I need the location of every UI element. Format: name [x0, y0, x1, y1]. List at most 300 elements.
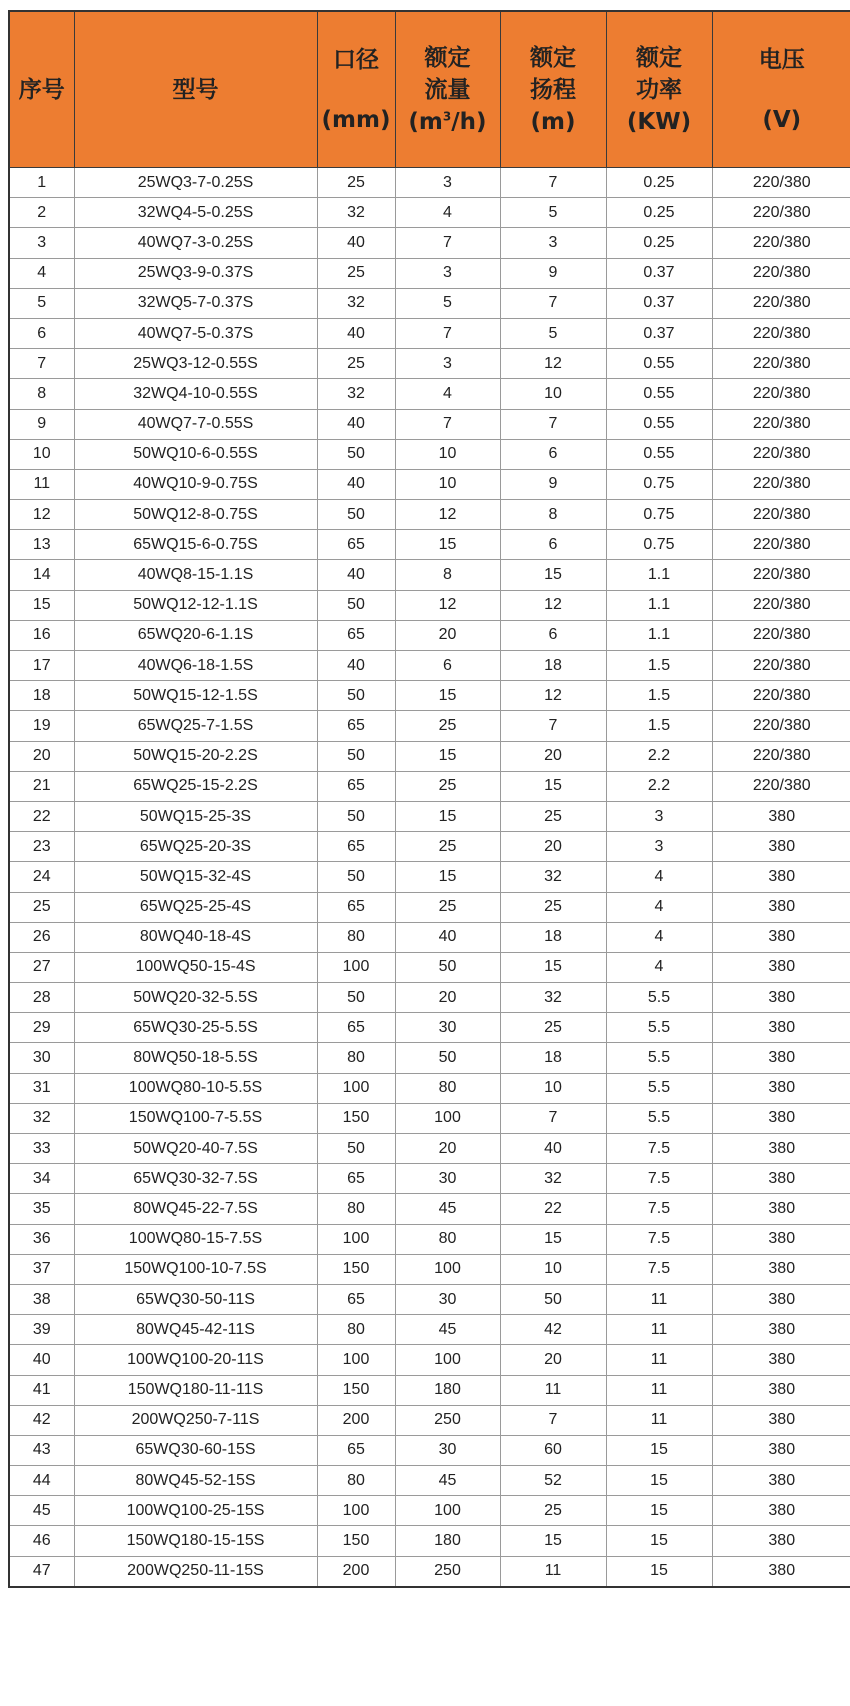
flow-cell: 10	[395, 439, 500, 469]
power-cell: 7.5	[606, 1224, 712, 1254]
head-cell: 52	[500, 1466, 606, 1496]
power-cell: 0.75	[606, 530, 712, 560]
seq-cell: 35	[9, 1194, 74, 1224]
voltage-cell: 220/380	[712, 469, 850, 499]
seq-cell: 15	[9, 590, 74, 620]
flow-cell: 100	[395, 1103, 500, 1133]
power-cell: 2.2	[606, 771, 712, 801]
caliber-cell: 65	[317, 892, 395, 922]
model-cell: 100WQ100-20-11S	[74, 1345, 317, 1375]
head-cell: 6	[500, 439, 606, 469]
model-cell: 150WQ180-15-15S	[74, 1526, 317, 1556]
power-cell: 7.5	[606, 1134, 712, 1164]
table-row	[9, 1466, 850, 1496]
head-cell: 11	[500, 1556, 606, 1587]
head-cell: 15	[500, 1526, 606, 1556]
table-row	[9, 409, 850, 439]
power-cell: 1.5	[606, 651, 712, 681]
seq-cell: 19	[9, 711, 74, 741]
model-cell: 100WQ80-15-7.5S	[74, 1224, 317, 1254]
voltage-cell: 380	[712, 1526, 850, 1556]
power-cell: 0.37	[606, 288, 712, 318]
model-cell: 150WQ100-10-7.5S	[74, 1254, 317, 1284]
seq-cell: 37	[9, 1254, 74, 1284]
voltage-cell: 220/380	[712, 318, 850, 348]
head-cell: 6	[500, 530, 606, 560]
seq-cell: 11	[9, 469, 74, 499]
header-flow-unit: $(m^3/h)$	[408, 108, 487, 135]
header-voltage	[712, 11, 850, 168]
caliber-cell: 50	[317, 681, 395, 711]
power-cell: 4	[606, 862, 712, 892]
flow-cell: 8	[395, 560, 500, 590]
table-row	[9, 1194, 850, 1224]
table-row	[9, 469, 850, 499]
table-row	[9, 1134, 850, 1164]
head-cell: 60	[500, 1435, 606, 1465]
caliber-cell: 65	[317, 620, 395, 650]
power-cell: 1.1	[606, 560, 712, 590]
power-cell: 0.55	[606, 439, 712, 469]
flow-cell: 3	[395, 168, 500, 198]
table-row	[9, 1435, 850, 1465]
head-cell: 15	[500, 952, 606, 982]
voltage-cell: 220/380	[712, 711, 850, 741]
caliber-cell: 65	[317, 530, 395, 560]
model-cell: 50WQ15-32-4S	[74, 862, 317, 892]
seq-cell: 47	[9, 1556, 74, 1587]
head-cell: 25	[500, 1013, 606, 1043]
flow-cell: 7	[395, 409, 500, 439]
voltage-cell: 380	[712, 1164, 850, 1194]
power-cell: 1.5	[606, 711, 712, 741]
model-cell: 65WQ25-7-1.5S	[74, 711, 317, 741]
table-row	[9, 168, 850, 198]
model-cell: 80WQ45-42-11S	[74, 1315, 317, 1345]
caliber-cell: 80	[317, 1315, 395, 1345]
table-row	[9, 1375, 850, 1405]
flow-cell: 6	[395, 651, 500, 681]
caliber-cell: 32	[317, 288, 395, 318]
seq-cell: 28	[9, 983, 74, 1013]
table-row	[9, 1405, 850, 1435]
flow-cell: 3	[395, 258, 500, 288]
voltage-cell: 380	[712, 892, 850, 922]
model-cell: 40WQ7-7-0.55S	[74, 409, 317, 439]
table-row	[9, 318, 850, 348]
caliber-cell: 100	[317, 1496, 395, 1526]
voltage-cell: 380	[712, 1284, 850, 1314]
power-cell: 4	[606, 922, 712, 952]
voltage-cell: 220/380	[712, 198, 850, 228]
caliber-cell: 32	[317, 198, 395, 228]
table-row	[9, 1556, 850, 1587]
caliber-cell: 50	[317, 590, 395, 620]
caliber-cell: 40	[317, 228, 395, 258]
head-cell: 15	[500, 560, 606, 590]
model-cell: 40WQ6-18-1.5S	[74, 651, 317, 681]
table-row	[9, 1043, 850, 1073]
caliber-cell: 25	[317, 349, 395, 379]
flow-cell: 25	[395, 892, 500, 922]
flow-cell: 10	[395, 469, 500, 499]
header-power-label-1: 额定	[636, 44, 682, 71]
head-cell: 18	[500, 1043, 606, 1073]
model-cell: 50WQ15-12-1.5S	[74, 681, 317, 711]
caliber-cell: 40	[317, 469, 395, 499]
table-row	[9, 952, 850, 982]
table-row	[9, 228, 850, 258]
voltage-cell: 220/380	[712, 681, 850, 711]
power-cell: 0.37	[606, 318, 712, 348]
head-cell: 7	[500, 288, 606, 318]
flow-cell: 25	[395, 771, 500, 801]
table-row	[9, 1496, 850, 1526]
caliber-cell: 65	[317, 1013, 395, 1043]
voltage-cell: 380	[712, 1405, 850, 1435]
head-cell: 12	[500, 590, 606, 620]
table-row	[9, 741, 850, 771]
seq-cell: 25	[9, 892, 74, 922]
caliber-cell: 25	[317, 258, 395, 288]
flow-cell: 12	[395, 500, 500, 530]
pump-spec-table	[8, 10, 850, 1588]
power-cell: 4	[606, 952, 712, 982]
caliber-cell: 150	[317, 1526, 395, 1556]
header-caliber-unit: (mm)	[321, 106, 391, 133]
head-cell: 32	[500, 983, 606, 1013]
model-cell: 100WQ100-25-15S	[74, 1496, 317, 1526]
voltage-cell: 220/380	[712, 560, 850, 590]
header-flow	[395, 11, 500, 168]
model-cell: 25WQ3-12-0.55S	[74, 349, 317, 379]
voltage-cell: 380	[712, 1375, 850, 1405]
head-cell: 18	[500, 922, 606, 952]
caliber-cell: 65	[317, 1284, 395, 1314]
flow-cell: 50	[395, 952, 500, 982]
seq-cell: 26	[9, 922, 74, 952]
voltage-cell: 380	[712, 1073, 850, 1103]
seq-cell: 41	[9, 1375, 74, 1405]
caliber-cell: 200	[317, 1405, 395, 1435]
model-cell: 25WQ3-9-0.37S	[74, 258, 317, 288]
seq-cell: 6	[9, 318, 74, 348]
table-row	[9, 983, 850, 1013]
seq-cell: 10	[9, 439, 74, 469]
flow-cell: 12	[395, 590, 500, 620]
power-cell: 15	[606, 1466, 712, 1496]
head-cell: 7	[500, 168, 606, 198]
model-cell: 32WQ4-5-0.25S	[74, 198, 317, 228]
model-cell: 50WQ20-32-5.5S	[74, 983, 317, 1013]
head-cell: 3	[500, 228, 606, 258]
model-cell: 50WQ12-8-0.75S	[74, 500, 317, 530]
caliber-cell: 65	[317, 771, 395, 801]
header-flow-label-1: 额定	[424, 44, 471, 71]
caliber-cell: 65	[317, 832, 395, 862]
caliber-cell: 100	[317, 1345, 395, 1375]
seq-cell: 39	[9, 1315, 74, 1345]
power-cell: 11	[606, 1375, 712, 1405]
power-cell: 5.5	[606, 1013, 712, 1043]
model-cell: 80WQ45-52-15S	[74, 1466, 317, 1496]
caliber-cell: 100	[317, 1073, 395, 1103]
caliber-cell: 50	[317, 983, 395, 1013]
head-cell: 25	[500, 1496, 606, 1526]
model-cell: 65WQ30-50-11S	[74, 1284, 317, 1314]
model-cell: 50WQ15-25-3S	[74, 801, 317, 831]
power-cell: 0.25	[606, 168, 712, 198]
model-cell: 65WQ15-6-0.75S	[74, 530, 317, 560]
header-model-label: 型号	[172, 76, 219, 103]
caliber-cell: 150	[317, 1254, 395, 1284]
flow-cell: 20	[395, 1134, 500, 1164]
flow-cell: 45	[395, 1194, 500, 1224]
head-cell: 18	[500, 651, 606, 681]
caliber-cell: 200	[317, 1556, 395, 1587]
flow-cell: 30	[395, 1284, 500, 1314]
head-cell: 10	[500, 379, 606, 409]
flow-cell: 25	[395, 832, 500, 862]
header-model	[74, 11, 317, 168]
table-row	[9, 711, 850, 741]
power-cell: 15	[606, 1435, 712, 1465]
voltage-cell: 380	[712, 922, 850, 952]
head-cell: 25	[500, 892, 606, 922]
seq-cell: 12	[9, 500, 74, 530]
model-cell: 65WQ30-25-5.5S	[74, 1013, 317, 1043]
caliber-cell: 80	[317, 1043, 395, 1073]
head-cell: 50	[500, 1284, 606, 1314]
voltage-cell: 380	[712, 1013, 850, 1043]
voltage-cell: 380	[712, 1224, 850, 1254]
caliber-cell: 150	[317, 1375, 395, 1405]
voltage-cell: 220/380	[712, 771, 850, 801]
table-row	[9, 801, 850, 831]
table-row	[9, 771, 850, 801]
head-cell: 7	[500, 1405, 606, 1435]
head-cell: 6	[500, 620, 606, 650]
flow-cell: 15	[395, 741, 500, 771]
head-cell: 8	[500, 500, 606, 530]
flow-cell: 7	[395, 318, 500, 348]
flow-cell: 180	[395, 1526, 500, 1556]
flow-cell: 5	[395, 288, 500, 318]
voltage-cell: 220/380	[712, 439, 850, 469]
head-cell: 9	[500, 469, 606, 499]
power-cell: 15	[606, 1526, 712, 1556]
power-cell: 3	[606, 832, 712, 862]
power-cell: 5.5	[606, 1043, 712, 1073]
caliber-cell: 150	[317, 1103, 395, 1133]
flow-cell: 4	[395, 198, 500, 228]
power-cell: 3	[606, 801, 712, 831]
header-caliber	[317, 11, 395, 168]
model-cell: 50WQ15-20-2.2S	[74, 741, 317, 771]
power-cell: 4	[606, 892, 712, 922]
voltage-cell: 380	[712, 1254, 850, 1284]
table-row	[9, 258, 850, 288]
caliber-cell: 100	[317, 952, 395, 982]
power-cell: 1.5	[606, 681, 712, 711]
header-caliber-label: 口径	[333, 46, 379, 73]
model-cell: 100WQ50-15-4S	[74, 952, 317, 982]
flow-cell: 250	[395, 1405, 500, 1435]
model-cell: 150WQ100-7-5.5S	[74, 1103, 317, 1133]
seq-cell: 30	[9, 1043, 74, 1073]
model-cell: 80WQ40-18-4S	[74, 922, 317, 952]
head-cell: 9	[500, 258, 606, 288]
header-head-label-2: 扬程	[530, 76, 576, 103]
seq-cell: 9	[9, 409, 74, 439]
power-cell: 0.75	[606, 469, 712, 499]
flow-cell: 7	[395, 228, 500, 258]
caliber-cell: 50	[317, 500, 395, 530]
table-row	[9, 922, 850, 952]
power-cell: 11	[606, 1405, 712, 1435]
model-cell: 65WQ25-20-3S	[74, 832, 317, 862]
table-row	[9, 832, 850, 862]
model-cell: 65WQ20-6-1.1S	[74, 620, 317, 650]
table-row	[9, 560, 850, 590]
header-head-label-1: 额定	[530, 44, 576, 71]
caliber-cell: 65	[317, 1164, 395, 1194]
head-cell: 11	[500, 1375, 606, 1405]
flow-cell: 25	[395, 711, 500, 741]
power-cell: 0.25	[606, 198, 712, 228]
seq-cell: 36	[9, 1224, 74, 1254]
power-cell: 11	[606, 1315, 712, 1345]
head-cell: 5	[500, 318, 606, 348]
head-cell: 10	[500, 1254, 606, 1284]
head-cell: 7	[500, 409, 606, 439]
voltage-cell: 380	[712, 1496, 850, 1526]
head-cell: 20	[500, 832, 606, 862]
model-cell: 65WQ25-15-2.2S	[74, 771, 317, 801]
table-row	[9, 1164, 850, 1194]
head-cell: 20	[500, 1345, 606, 1375]
voltage-cell: 380	[712, 801, 850, 831]
voltage-cell: 220/380	[712, 530, 850, 560]
model-cell: 50WQ10-6-0.55S	[74, 439, 317, 469]
power-cell: 15	[606, 1496, 712, 1526]
table-row	[9, 500, 850, 530]
header-head-unit: (m)	[530, 108, 576, 135]
voltage-cell: 380	[712, 1134, 850, 1164]
voltage-cell: 380	[712, 1103, 850, 1133]
head-cell: 5	[500, 198, 606, 228]
voltage-cell: 220/380	[712, 258, 850, 288]
seq-cell: 22	[9, 801, 74, 831]
voltage-cell: 220/380	[712, 168, 850, 198]
model-cell: 150WQ180-11-11S	[74, 1375, 317, 1405]
head-cell: 12	[500, 349, 606, 379]
caliber-cell: 50	[317, 801, 395, 831]
power-cell: 5.5	[606, 1103, 712, 1133]
voltage-cell: 380	[712, 1194, 850, 1224]
seq-cell: 46	[9, 1526, 74, 1556]
flow-cell: 30	[395, 1013, 500, 1043]
caliber-cell: 50	[317, 862, 395, 892]
table-row	[9, 681, 850, 711]
seq-cell: 34	[9, 1164, 74, 1194]
flow-cell: 3	[395, 349, 500, 379]
flow-cell: 100	[395, 1254, 500, 1284]
voltage-cell: 380	[712, 1043, 850, 1073]
seq-cell: 33	[9, 1134, 74, 1164]
voltage-cell: 220/380	[712, 651, 850, 681]
table-body	[9, 168, 850, 1587]
caliber-cell: 40	[317, 409, 395, 439]
flow-cell: 80	[395, 1224, 500, 1254]
seq-cell: 32	[9, 1103, 74, 1133]
head-cell: 40	[500, 1134, 606, 1164]
power-cell: 0.37	[606, 258, 712, 288]
seq-cell: 16	[9, 620, 74, 650]
flow-cell: 15	[395, 530, 500, 560]
header-head	[500, 11, 606, 168]
table-row	[9, 349, 850, 379]
seq-cell: 5	[9, 288, 74, 318]
model-cell: 65WQ25-25-4S	[74, 892, 317, 922]
voltage-cell: 380	[712, 1556, 850, 1587]
voltage-cell: 220/380	[712, 288, 850, 318]
model-cell: 25WQ3-7-0.25S	[74, 168, 317, 198]
seq-cell: 43	[9, 1435, 74, 1465]
header-voltage-unit: (V)	[762, 106, 802, 133]
head-cell: 12	[500, 681, 606, 711]
caliber-cell: 80	[317, 1466, 395, 1496]
seq-cell: 3	[9, 228, 74, 258]
power-cell: 5.5	[606, 1073, 712, 1103]
voltage-cell: 220/380	[712, 228, 850, 258]
model-cell: 65WQ30-60-15S	[74, 1435, 317, 1465]
seq-cell: 18	[9, 681, 74, 711]
table-row	[9, 620, 850, 650]
model-cell: 32WQ4-10-0.55S	[74, 379, 317, 409]
seq-cell: 4	[9, 258, 74, 288]
model-cell: 200WQ250-11-15S	[74, 1556, 317, 1587]
voltage-cell: 380	[712, 832, 850, 862]
seq-cell: 44	[9, 1466, 74, 1496]
power-cell: 0.75	[606, 500, 712, 530]
caliber-cell: 65	[317, 1435, 395, 1465]
model-cell: 65WQ30-32-7.5S	[74, 1164, 317, 1194]
head-cell: 32	[500, 1164, 606, 1194]
flow-cell: 180	[395, 1375, 500, 1405]
model-cell: 40WQ7-5-0.37S	[74, 318, 317, 348]
caliber-cell: 50	[317, 1134, 395, 1164]
power-cell: 7.5	[606, 1164, 712, 1194]
model-cell: 50WQ20-40-7.5S	[74, 1134, 317, 1164]
table-row	[9, 1315, 850, 1345]
seq-cell: 24	[9, 862, 74, 892]
pump-spec-table-container	[8, 10, 850, 1588]
table-row	[9, 1284, 850, 1314]
caliber-cell: 65	[317, 711, 395, 741]
table-row	[9, 1254, 850, 1284]
flow-cell: 50	[395, 1043, 500, 1073]
power-cell: 7.5	[606, 1194, 712, 1224]
power-cell: 2.2	[606, 741, 712, 771]
flow-cell: 30	[395, 1164, 500, 1194]
power-cell: 0.55	[606, 379, 712, 409]
model-cell: 100WQ80-10-5.5S	[74, 1073, 317, 1103]
seq-cell: 1	[9, 168, 74, 198]
seq-cell: 38	[9, 1284, 74, 1314]
flow-cell: 15	[395, 801, 500, 831]
head-cell: 10	[500, 1073, 606, 1103]
